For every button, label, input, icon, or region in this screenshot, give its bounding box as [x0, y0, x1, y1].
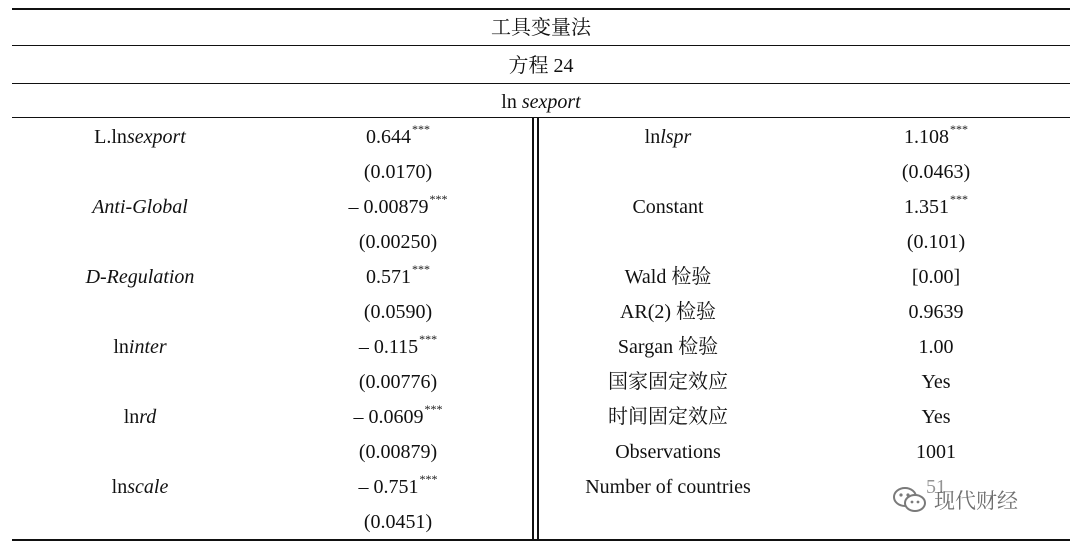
coefficient-value: 0.571 — [366, 266, 411, 288]
stat-value — [806, 260, 1066, 295]
stat-label — [538, 400, 798, 435]
stat-value-text: 1001 — [916, 441, 956, 463]
stat-label-text: Constant — [632, 196, 704, 218]
standard-error: (0.0170) — [363, 161, 433, 183]
stat-value-text: Yes — [921, 406, 951, 428]
coefficient-value: – 0.751 — [358, 476, 419, 498]
significance-stars: *** — [429, 192, 448, 206]
row-label-variable: inter — [128, 336, 167, 358]
significance-stars: *** — [419, 472, 438, 486]
equation-label: 方程 24 — [508, 55, 574, 77]
stat-label — [538, 330, 798, 365]
row-label-prefix: ln — [113, 336, 129, 358]
stat-value-text: 1.108 — [904, 126, 949, 148]
stat-label — [538, 225, 798, 260]
stat-label-variable: lspr — [660, 126, 692, 148]
stat-label-text: 国家固定效应 — [608, 371, 728, 393]
coefficient — [268, 400, 528, 435]
stat-value — [806, 330, 1066, 365]
coefficient — [268, 120, 528, 155]
stat-label-text: AR(2) 检验 — [619, 301, 717, 323]
significance-stars: *** — [412, 122, 430, 136]
stat-value — [806, 120, 1066, 155]
coefficient — [268, 260, 528, 295]
significance-stars: *** — [419, 332, 438, 346]
stat-label-text: Observations — [615, 441, 721, 463]
coefficient-value: – 0.115 — [358, 336, 419, 358]
row-label — [10, 120, 270, 155]
standard-error: (0.00879) — [358, 441, 438, 463]
stat-value-text: [0.00] — [911, 266, 961, 288]
dependent-prefix: ln — [501, 91, 522, 113]
row-label — [10, 260, 270, 295]
stat-label-text: 时间固定效应 — [608, 406, 728, 428]
stat-label — [538, 435, 798, 470]
stat-label — [538, 295, 798, 330]
stat-label-text: Wald 检验 — [624, 266, 712, 288]
row-label — [10, 470, 270, 505]
row-label — [10, 400, 270, 435]
stat-label — [538, 120, 798, 155]
standard-error: (0.0451) — [363, 511, 433, 533]
watermark-text: 现代财经 — [934, 489, 1018, 513]
row-label-variable: rd — [139, 406, 157, 428]
row-label-prefix: ln — [111, 476, 128, 498]
row-label — [10, 190, 270, 225]
row-label-variable: D-Regulation — [85, 266, 195, 288]
stat-label — [538, 155, 798, 190]
stat-value-text: 1.351 — [904, 196, 949, 218]
bottom-rule — [12, 539, 1070, 541]
header-bottom-rule — [12, 117, 1070, 118]
stat-value — [806, 225, 1066, 260]
standard-error: (0.00250) — [358, 231, 438, 253]
significance-stars: *** — [424, 402, 443, 416]
row-label-variable: Anti-Global — [92, 196, 188, 218]
stat-label — [538, 470, 798, 505]
coefficient — [268, 330, 528, 365]
title-rule — [12, 45, 1070, 46]
coefficient-value: 0.644 — [366, 126, 411, 148]
stat-value-text: (0.0463) — [901, 161, 971, 183]
wechat-icon — [892, 485, 928, 515]
watermark — [888, 480, 1022, 520]
stat-value — [806, 400, 1066, 435]
stat-value-text: (0.101) — [906, 231, 966, 253]
stat-label-prefix: ln — [644, 126, 661, 148]
coefficient — [268, 470, 528, 505]
stat-value — [806, 295, 1066, 330]
dependent-var: sexport — [521, 91, 581, 113]
stat-label — [538, 260, 798, 295]
dependent-variable — [12, 84, 1070, 120]
table-title: 工具变量法 — [491, 17, 591, 39]
standard-error: (0.00776) — [358, 371, 438, 393]
row-label — [10, 330, 270, 365]
row-label-variable: scale — [127, 476, 169, 498]
significance-stars: *** — [950, 192, 968, 206]
coefficient — [268, 190, 528, 225]
stat-value — [806, 435, 1066, 470]
stat-value-text: Yes — [921, 371, 951, 393]
stat-label — [538, 190, 798, 225]
stat-label — [538, 365, 798, 400]
stat-value — [806, 365, 1066, 400]
coefficient-value: – 0.0609 — [353, 406, 424, 428]
coefficient-value: – 0.00879 — [348, 196, 429, 218]
stat-label-text: Sargan 检验 — [617, 336, 719, 358]
row-label-prefix: ln — [123, 406, 140, 428]
stat-value — [806, 190, 1066, 225]
standard-error: (0.0590) — [363, 301, 433, 323]
significance-stars: *** — [412, 262, 430, 276]
row-label-prefix: L.ln — [94, 126, 127, 148]
significance-stars: *** — [950, 122, 968, 136]
stat-value — [806, 155, 1066, 190]
stat-label-text: Number of countries — [585, 476, 751, 498]
stat-value-text: 0.9639 — [908, 301, 964, 323]
column-divider-left — [532, 118, 534, 540]
stat-value-text: 1.00 — [918, 336, 954, 358]
row-label-variable: sexport — [126, 126, 186, 148]
